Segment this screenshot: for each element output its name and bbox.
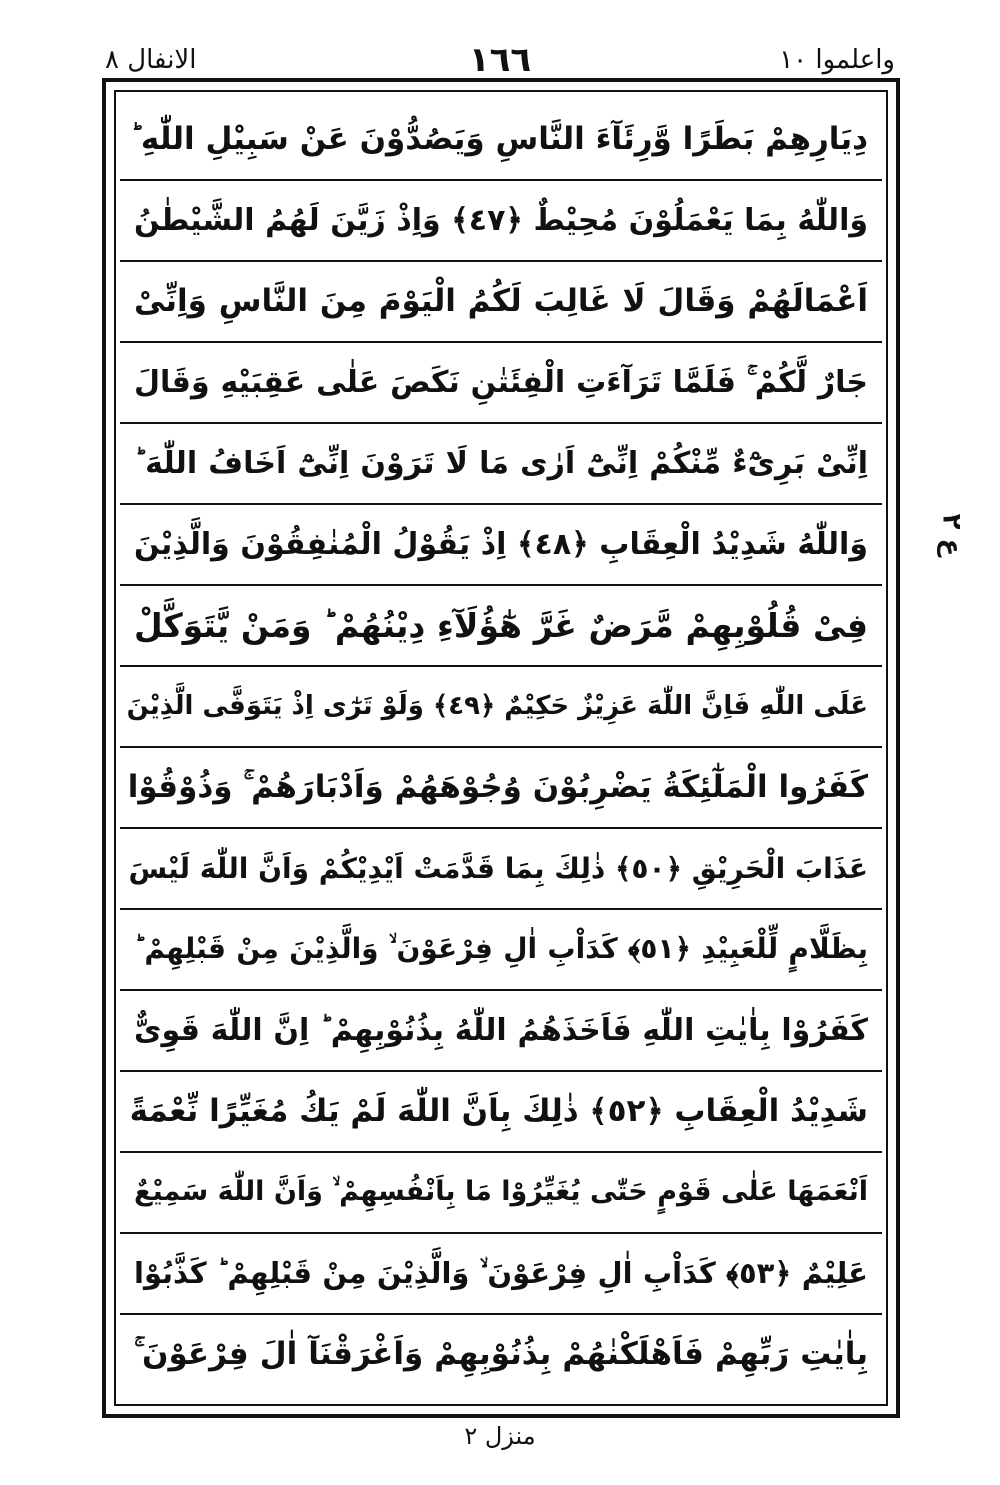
page-header: [105, 40, 895, 80]
manzil-footer: منزل ٢: [464, 1422, 536, 1450]
text-line: [120, 1153, 882, 1231]
text-line-content: عَلَى اللّٰهِ فَاِنَّ اللّٰهَ عَزِيْزٌ حَكِيْمٌ ﴿٤٩﴾ وَلَوْ تَرٰٓى اِذْ يَتَوَفَّى الَّذِيْنَ: [126, 691, 868, 721]
text-line-content: وَاللّٰهُ شَدِيْدُ الْعِقَابِ ﴿٤٨﴾ اِذْ يَقُوْلُ الْمُنٰفِقُوْنَ وَالَّذِيْنَ: [134, 526, 868, 562]
text-line: [120, 181, 882, 259]
text-line: [120, 748, 882, 826]
page-number: ١٦٦: [468, 40, 532, 80]
text-line: [120, 343, 882, 421]
text-line: [120, 586, 882, 664]
text-line: [120, 667, 882, 745]
text-line: [120, 829, 882, 907]
text-line-content: دِيَارِهِمْ بَطَرًا وَّرِئَآءَ النَّاسِ وَيَصُدُّوْنَ عَنْ سَبِيْلِ اللّٰهِ ؕ: [130, 121, 868, 157]
text-line-content: بِاٰيٰتِ رَبِّهِمْ فَاَهْلَكْنٰهُمْ بِذُنُوْبِهِمْ وَاَغْرَقْنَآ اٰلَ فِرْعَوْنَ ۚ: [134, 1335, 868, 1372]
text-line: [120, 505, 882, 583]
text-line: [120, 1072, 882, 1150]
ruku-margin-mark: ع ٢: [936, 513, 967, 557]
text-line-content: كَفَرُوْا بِاٰيٰتِ اللّٰهِ فَاَخَذَهُمُ اللّٰهُ بِذُنُوْبِهِمْ ؕ اِنَّ اللّٰهَ قَوِىٌّ: [134, 1012, 868, 1048]
text-line-content: اِنِّىْ بَرِىْٓءٌ مِّنْكُمْ اِنِّىْٓ اَرٰى مَا لَا تَرَوْنَ اِنِّىْٓ اَخَافُ اللّٰهَ ؕ: [134, 445, 868, 481]
text-line-content: فِىْ قُلُوْبِهِمْ مَّرَضٌ غَرَّ هٰٓؤُلَآءِ دِيْنُهُمْ ؕ وَمَنْ يَّتَوَكَّلْ: [134, 605, 868, 645]
text-line: [120, 1234, 882, 1312]
text-line: [120, 100, 882, 178]
text-line: [120, 424, 882, 502]
text-line-content: جَارٌ لَّكُمْ ۚ فَلَمَّا تَرَآءَتِ الْفِئَتٰنِ نَكَصَ عَلٰى عَقِبَيْهِ وَقَالَ: [134, 364, 868, 400]
text-line-content: عَلِيْمٌ ﴿٥٣﴾ كَدَاْبِ اٰلِ فِرْعَوْنَ ۙ وَالَّذِيْنَ مِنْ قَبْلِهِمْ ؕ كَذَّبُوْا: [134, 1255, 868, 1290]
text-line-content: اَنْعَمَهَا عَلٰى قَوْمٍ حَتّٰى يُغَيِّرُوْا مَا بِاَنْفُسِهِمْ ۙ وَاَنَّ اللّٰهَ سَمِيْعٌ: [134, 1176, 868, 1207]
text-line: [120, 910, 882, 988]
text-line-content: شَدِيْدُ الْعِقَابِ ﴿٥٢﴾ ذٰلِكَ بِاَنَّ اللّٰهَ لَمْ يَكُ مُغَيِّرًا نِّعْمَةً: [129, 1093, 868, 1129]
text-line-content: كَفَرُوا الْمَلٰٓئِكَةُ يَضْرِبُوْنَ وُجُوْهَهُمْ وَاَدْبَارَهُمْ ۚ وَذُوْقُوْا: [127, 768, 868, 805]
text-line-content: عَذَابَ الْحَرِيْقِ ﴿٥٠﴾ ذٰلِكَ بِمَا قَدَّمَتْ اَيْدِيْكُمْ وَاَنَّ اللّٰهَ لَيْسَ: [128, 851, 868, 885]
juz-name: واعلموا ١٠: [779, 45, 895, 75]
text-line-content: وَاللّٰهُ بِمَا يَعْمَلُوْنَ مُحِيْطٌ ﴿٤٧﴾ وَاِذْ زَيَّنَ لَهُمُ الشَّيْطٰنُ: [134, 202, 868, 238]
text-line: [120, 1315, 882, 1393]
text-line: [120, 262, 882, 340]
text-line: [120, 991, 882, 1069]
surah-name: الانفال ٨: [105, 45, 197, 75]
text-line-content: بِظَلَّامٍ لِّلْعَبِيْدِ ﴿٥١﴾ كَدَاْبِ اٰلِ فِرْعَوْنَ ۙ وَالَّذِيْنَ مِنْ قَبْلِهِمْ ؕ: [134, 932, 869, 965]
text-line-content: اَعْمَالَهُمْ وَقَالَ لَا غَالِبَ لَكُمُ الْيَوْمَ مِنَ النَّاسِ وَاِنِّىْ: [134, 283, 868, 319]
